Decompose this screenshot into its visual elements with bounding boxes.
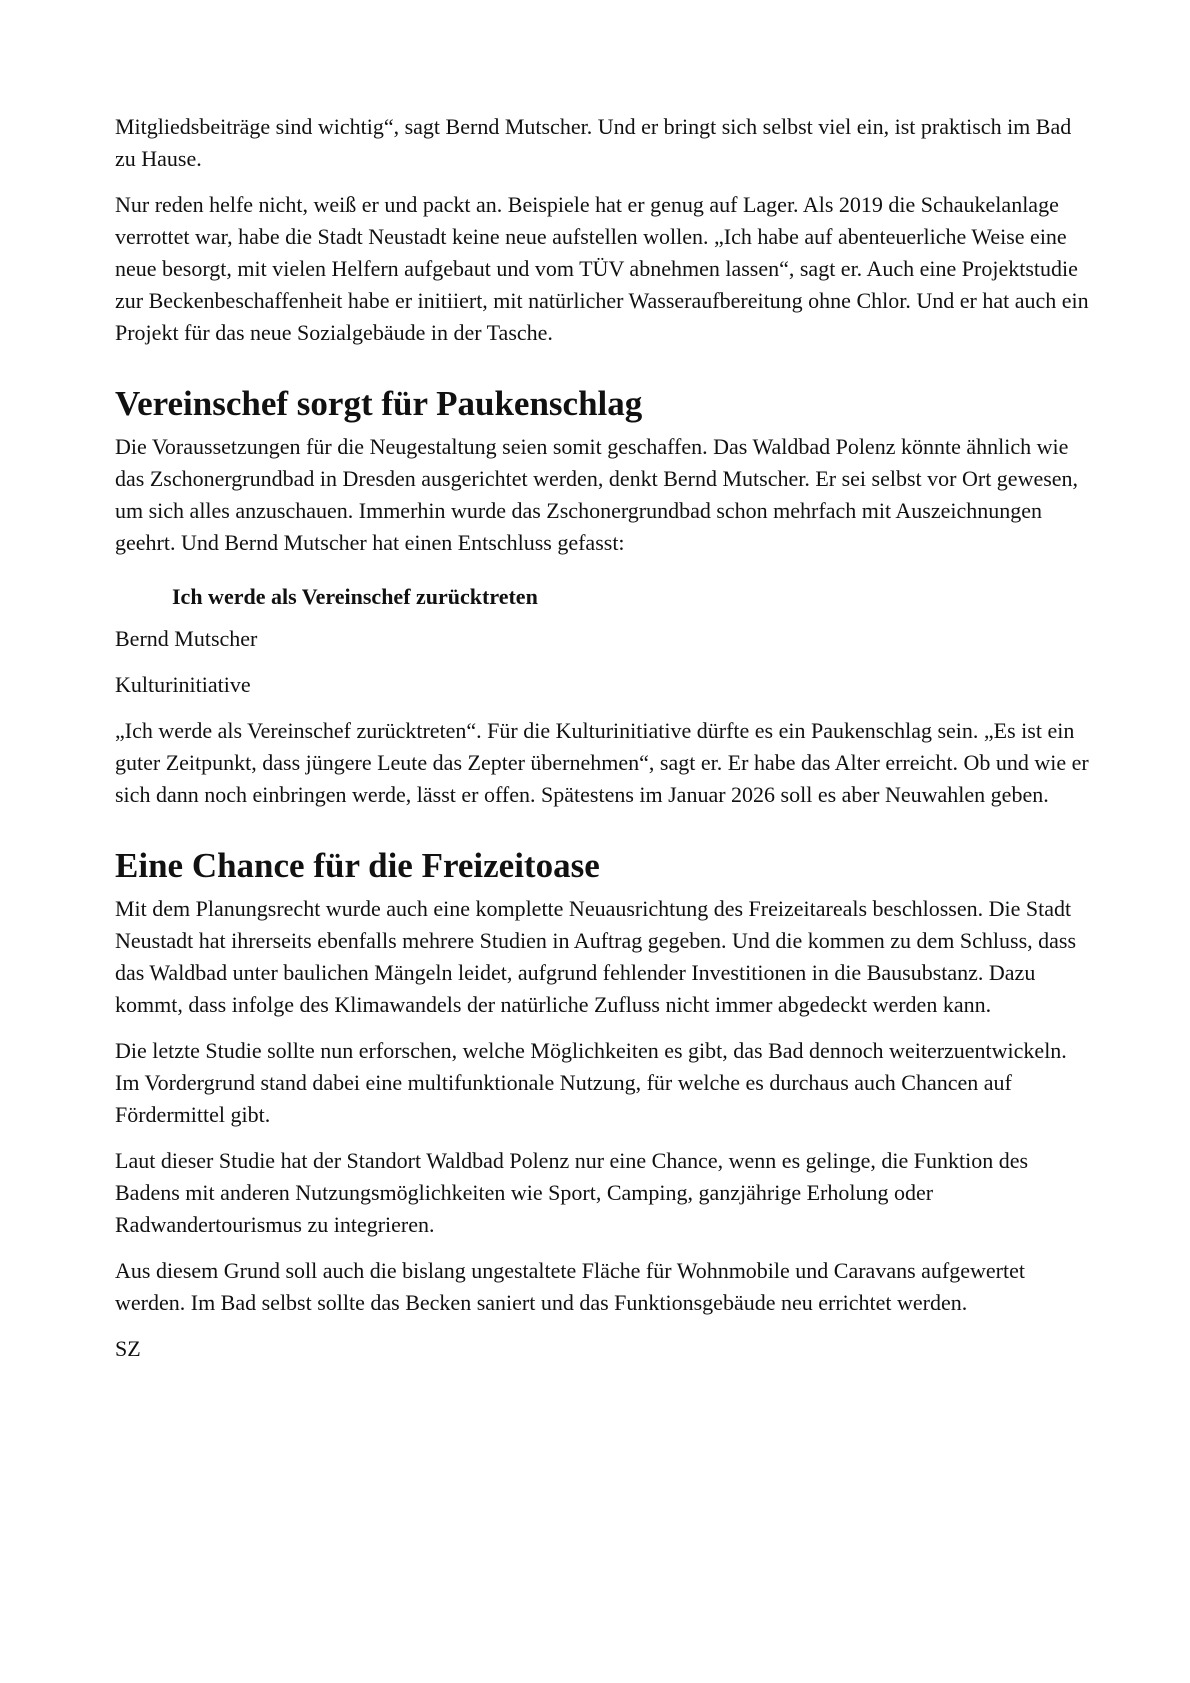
byline: SZ bbox=[115, 1336, 141, 1361]
paragraph-5: Mit dem Planungsrecht wurde auch eine komplette Neuausrichtung des Freizeitareals beschlossen. Die Stadt Neustadt hat ihrerseits ebenfalls mehrere Studien in Auftrag gegeben. Und die kommen zu dem Schluss, dass das Waldbad unter baulichen Mängeln leidet, aufgrund fehlender Investitionen in die Bausubstanz. Dazu kommt, dass infolge des Klimawandels der natürliche Zufluss nicht immer abgedeckt werden kann. bbox=[115, 896, 1077, 1017]
paragraph-8: Aus diesem Grund soll auch die bislang ungestaltete Fläche für Wohnmobile und Caravans aufgewertet werden. Im Bad selbst sollte das Becken saniert und das Funktionsgebäude neu errichtet werden. bbox=[115, 1258, 1025, 1315]
paragraph-7: Laut dieser Studie hat der Standort Waldbad Polenz nur eine Chance, wenn es gelinge, die Funktion des Badens mit anderen Nutzungsmöglichkeiten wie Sport, Camping, ganzjährige Erholung oder Radwandertourismus zu integrieren. bbox=[115, 1148, 1029, 1237]
section-heading-paukenschlag: Vereinschef sorgt für Paukenschlag bbox=[115, 384, 643, 423]
pull-quote: Ich werde als Vereinschef zurücktreten bbox=[172, 584, 538, 609]
paragraph-1: Mitgliedsbeiträge sind wichtig“, sagt Bernd Mutscher. Und er bringt sich selbst viel ein, ist praktisch im Bad zu Hause. bbox=[115, 114, 1072, 171]
paragraph-4: „Ich werde als Vereinschef zurücktreten“. Für die Kulturinitiative dürfte es ein Paukenschlag sein. „Es ist ein guter Zeitpunkt, dass jüngere Leute das Zepter übernehmen“, sagt er. Er habe das Alter erreicht. Ob und wie er sich dann noch einbringen werde, lässt er offen. Spätestens im Januar 2026 soll es aber Neuwahlen geben. bbox=[115, 718, 1089, 807]
paragraph-3: Die Voraussetzungen für die Neugestaltung seien somit geschaffen. Das Waldbad Polenz könnte ähnlich wie das Zschonergrundbad in Dresden ausgerichtet werden, denkt Bernd Mutscher. Er sei selbst vor Ort gewesen, um sich alles anzuschauen. Immerhin wurde das Zschonergrundbad schon mehrfach mit Auszeichnungen geehrt. Und Bernd Mutscher hat einen Entschluss gefasst: bbox=[115, 434, 1079, 555]
section-heading-freizeitoase: Eine Chance für die Freizeitoase bbox=[115, 846, 600, 885]
paragraph-2: Nur reden helfe nicht, weiß er und packt an. Beispiele hat er genug auf Lager. Als 2019 die Schaukelanlage verrottet war, habe die Stadt Neustadt keine neue aufstellen wollen. „Ich habe auf abenteuerliche Weise eine neue besorgt, mit vielen Helfern aufgebaut und vom TÜV abnehmen lassen“, sagt er. Auch eine Projektstudie zur Beckenbeschaffenheit habe er initiiert, mit natürlicher Wasseraufbereitung ohne Chlor. Und er hat auch ein Projekt für das neue Sozialgebäude in der Tasche. bbox=[115, 192, 1089, 345]
quote-author: Bernd Mutscher bbox=[115, 626, 258, 651]
quote-organization: Kulturinitiative bbox=[115, 672, 251, 697]
article-body bbox=[115, 111, 1095, 1379]
paragraph-6: Die letzte Studie sollte nun erforschen, welche Möglichkeiten es gibt, das Bad dennoch weiterzuentwickeln. Im Vordergrund stand dabei eine multifunktionale Nutzung, für welche es durchaus auch Chancen auf Fördermittel gibt. bbox=[115, 1038, 1067, 1127]
